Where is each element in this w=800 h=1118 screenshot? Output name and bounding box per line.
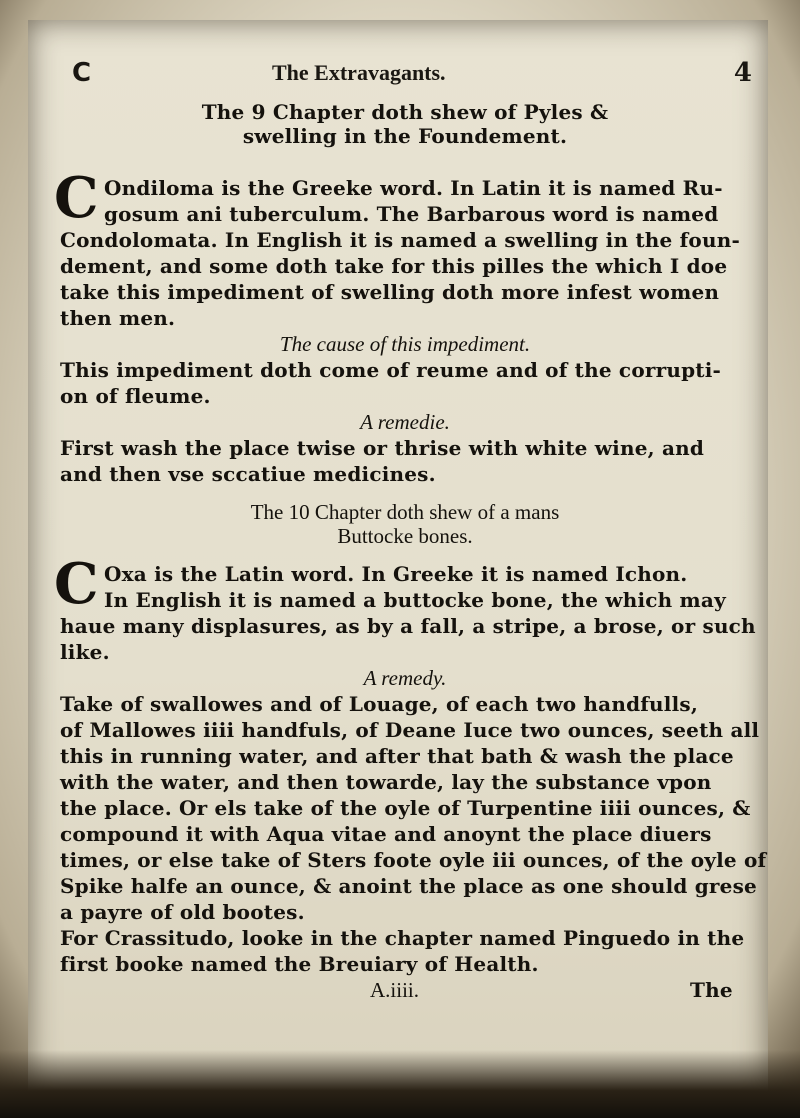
remedy2-line: a payre of old bootes. xyxy=(60,900,305,924)
remedy2-line: For Crassitudo, looke in the chapter named Pinguedo in the xyxy=(60,926,745,950)
section2-line: In English it is named a buttocke bone, the which may xyxy=(104,588,726,612)
remedy2-line: times, or else take of Sters foote oyle iii ounces, of the oyle of xyxy=(60,848,767,872)
section2-line: like. xyxy=(60,640,110,664)
section1-line: then men. xyxy=(60,306,176,330)
running-title: The Extravagants. xyxy=(272,60,446,85)
catchword: The xyxy=(690,978,733,1002)
running-header xyxy=(72,58,752,98)
cause-heading: The cause of this impediment. xyxy=(279,332,531,356)
chapter10-title-line1: The 10 Chapter doth shew of a mans xyxy=(250,500,560,524)
header-letter: C xyxy=(72,58,92,88)
page-signature: A.iiii. xyxy=(370,978,420,1002)
section1-line: take this impediment of swelling doth more infest women xyxy=(60,280,720,304)
remedy2-line: compound it with Aqua vitae and anoynt the place diuers xyxy=(60,822,712,846)
section1-line: Ondiloma is the Greeke word. In Latin it is named Ru- xyxy=(104,176,723,200)
remedy2-line: this in running water, and after that bath & wash the place xyxy=(60,744,734,768)
section1-line: dement, and some doth take for this pilles the which I doe xyxy=(60,254,728,278)
chapter9-title-line1: The 9 Chapter doth shew of Pyles & xyxy=(201,100,609,124)
section1-line: gosum ani tuberculum. The Barbarous word is named xyxy=(104,202,719,226)
page-edge-shadow xyxy=(0,1050,800,1118)
remedy-line: and then vse sccatiue medicines. xyxy=(60,462,436,486)
cause-line: This impediment doth come of reume and of the corrupti- xyxy=(60,358,721,382)
remedy2-line: of Mallowes iiii handfuls, of Deane Iuce two ounces, seeth all xyxy=(60,718,760,742)
dropcap-c1: C xyxy=(54,165,99,231)
remedy-line: First wash the place twise or thrise with white wine, and xyxy=(60,436,705,460)
chapter9-title-line2: swelling in the Foundement. xyxy=(242,124,568,148)
remedy-heading-1: A remedie. xyxy=(360,410,450,434)
remedy-heading-2: A remedy. xyxy=(363,666,447,690)
remedy2-line: first booke named the Breuiary of Health. xyxy=(60,952,539,976)
section2-line: haue many displasures, as by a fall, a stripe, a brose, or such xyxy=(60,614,756,638)
dropcap-c2: C xyxy=(54,551,99,617)
remedy2-line: Take of swallowes and of Louage, of each two handfulls, xyxy=(60,692,699,716)
cause-line: on of fleume. xyxy=(60,384,211,408)
remedy2-line: Spike halfe an ounce, & anoint the place as one should grese xyxy=(60,874,757,898)
remedy2-line: the place. Or els take of the oyle of Turpentine iiii ounces, & xyxy=(60,796,751,820)
section2-line: Oxa is the Latin word. In Greeke it is named Ichon. xyxy=(104,562,688,586)
section1-line: Condolomata. In English it is named a swelling in the foun- xyxy=(60,228,740,252)
chapter10-title-line2: Buttocke bones. xyxy=(337,524,473,548)
remedy2-line: with the water, and then towarde, lay the substance vpon xyxy=(60,770,712,794)
signature-mark: 4 xyxy=(733,58,752,88)
